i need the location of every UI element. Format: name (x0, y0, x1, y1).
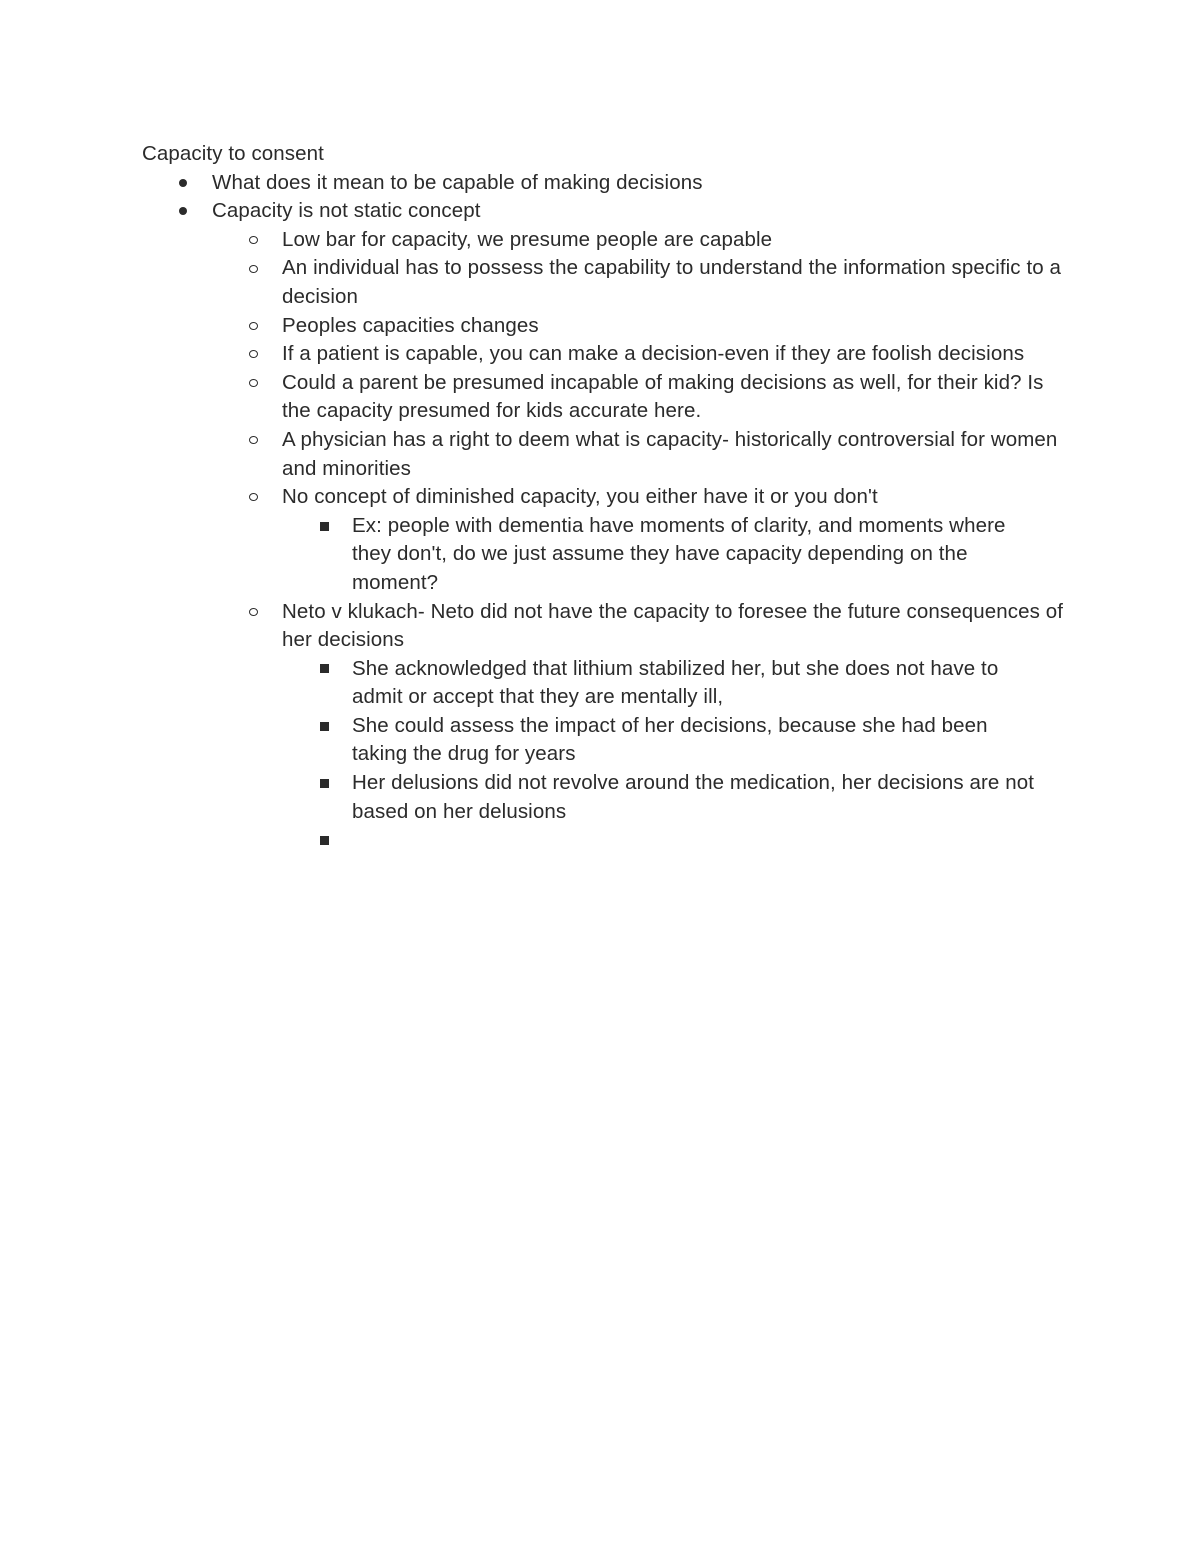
square-bullet-icon (320, 512, 329, 541)
circle-bullet-icon (249, 426, 258, 455)
list-item (142, 483, 1072, 512)
list-item (142, 197, 1072, 226)
bullet-list-level2 (142, 598, 1072, 655)
document-body (142, 140, 1072, 855)
list-item (142, 598, 1072, 655)
circle-bullet-icon (249, 598, 258, 627)
list-item (142, 655, 1072, 712)
list-item (142, 312, 1072, 341)
circle-bullet-icon (249, 483, 258, 512)
list-item (142, 426, 1072, 483)
circle-bullet-icon (249, 312, 258, 341)
circle-bullet-icon (249, 340, 258, 369)
list-item-text: Low bar for capacity, we presume people are capable (282, 227, 773, 251)
list-item-text: Her delusions did not revolve around the medication, her decisions are not based on her delusions (352, 771, 1035, 823)
circle-bullet-icon (249, 254, 258, 283)
bullet-list-level2 (142, 226, 1072, 512)
disc-bullet-icon (179, 169, 187, 198)
disc-bullet-icon (179, 197, 187, 226)
list-item-text: An individual has to possess the capability to understand the information specific to a decision (282, 256, 1062, 308)
list-item-text: She could assess the impact of her decisions, because she had been taking the drug for years (352, 713, 988, 766)
list-item (142, 512, 1072, 598)
square-bullet-icon (320, 769, 329, 798)
list-item-text: No concept of diminished capacity, you either have it or you don't (282, 485, 878, 509)
list-item (142, 169, 1072, 198)
bullet-list-level1 (142, 169, 1072, 226)
list-item (142, 254, 1072, 311)
list-item-text: Could a parent be presumed incapable of making decisions as well, for their kid? Is the capacity presumed for kids accurate here. (282, 370, 1044, 423)
document-title: Capacity to consent (142, 142, 324, 165)
square-bullet-icon (320, 655, 329, 684)
list-item (142, 712, 1072, 769)
bullet-list-level3 (142, 512, 1072, 598)
list-item-text: Ex: people with dementia have moments of clarity, and moments where they don't, do we just assume they have capacity depending on the moment? (352, 513, 1006, 594)
list-item-text: Peoples capacities changes (282, 313, 539, 337)
list-item-text: Neto v klukach- Neto did not have the capacity to foresee the future consequences of her decisions (282, 599, 1064, 652)
circle-bullet-icon (249, 226, 258, 255)
list-item-text: A physician has a right to deem what is capacity- historically controversial for women and minorities (282, 427, 1058, 480)
bullet-list-level3 (142, 655, 1072, 855)
list-item (142, 369, 1072, 426)
square-bullet-icon (320, 712, 329, 741)
list-item (142, 226, 1072, 255)
circle-bullet-icon (249, 369, 258, 398)
square-bullet-icon (320, 826, 329, 855)
list-item-text: If a patient is capable, you can make a decision-even if they are foolish decisions (282, 342, 1025, 366)
list-item-text (352, 826, 1042, 855)
list-item-text: Capacity is not static concept (212, 199, 481, 223)
list-item (142, 826, 1072, 855)
list-item (142, 340, 1072, 369)
list-item-text: She acknowledged that lithium stabilized her, but she does not have to admit or accept that they are mentally ill, (352, 656, 999, 709)
list-item (142, 769, 1072, 826)
list-item-text: What does it mean to be capable of making decisions (212, 170, 703, 194)
